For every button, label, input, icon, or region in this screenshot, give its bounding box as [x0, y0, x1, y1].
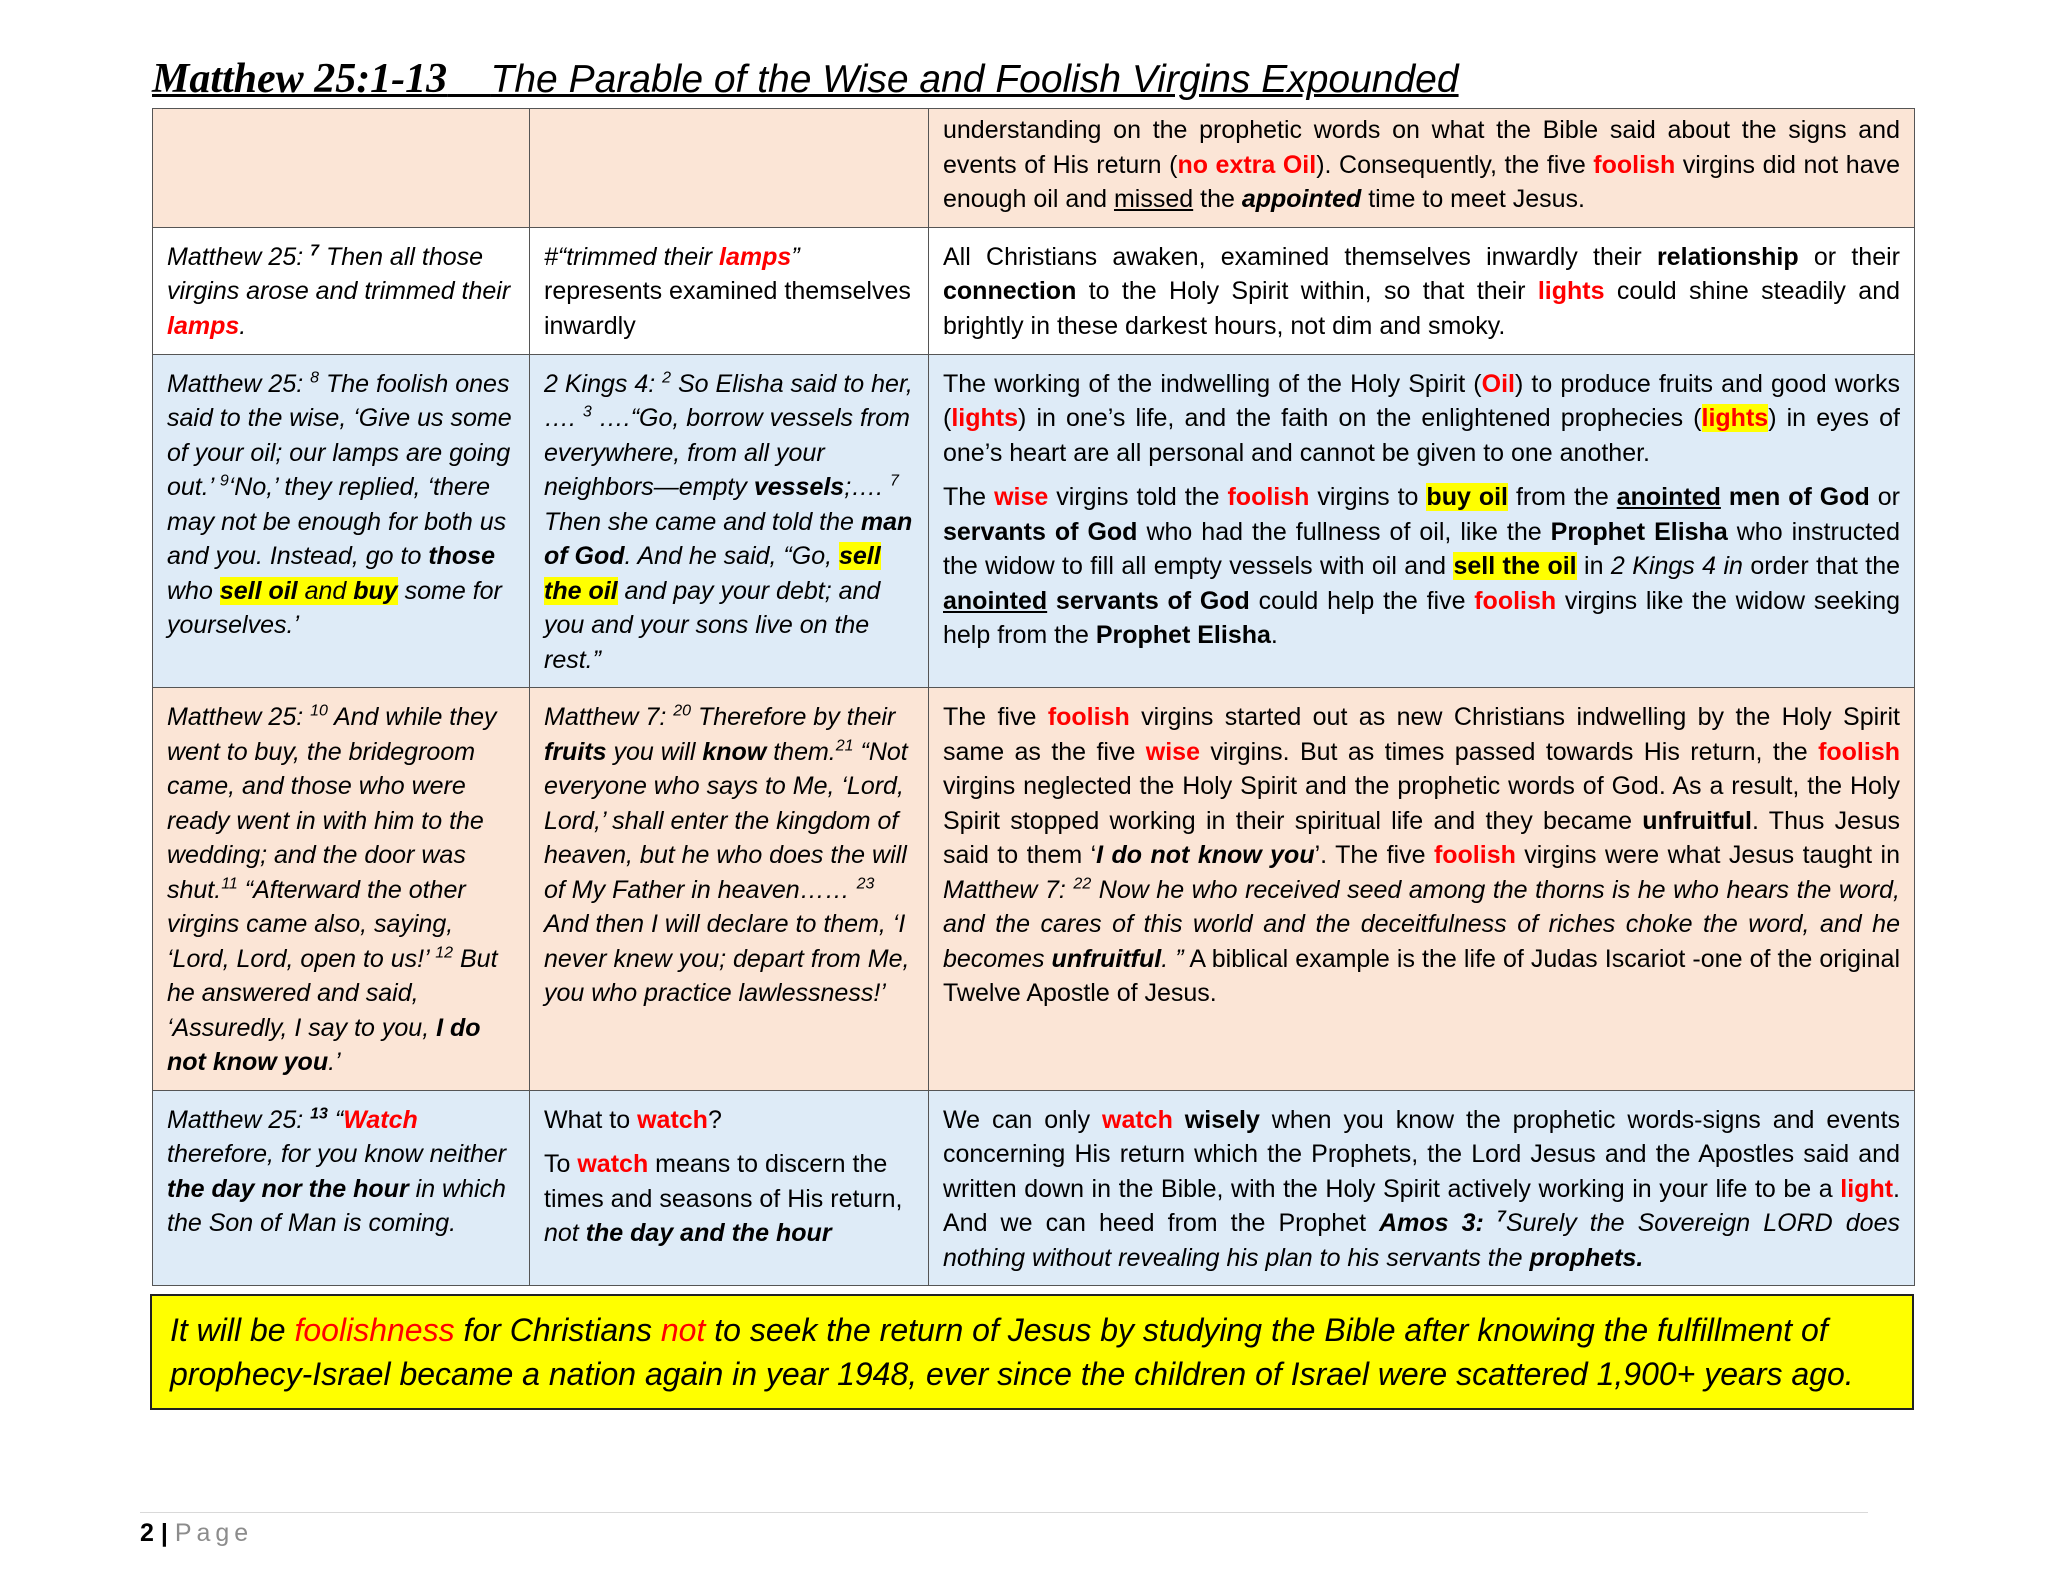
reference-cell: [530, 109, 929, 228]
reference-cell: [530, 354, 929, 688]
text: the: [1193, 185, 1242, 213]
text: .’: [328, 1048, 341, 1076]
bold-text: appointed: [1241, 185, 1362, 213]
text: therefore, for you know neither: [167, 1140, 507, 1168]
scripture-cell: [153, 1090, 530, 1286]
verse-number: 22: [1073, 875, 1092, 893]
italic-text: Now he who received seed among the thorns is he who hears the word, and the cares of this world and the deceitfulness of riches choke the word, and he becomes: [943, 875, 1900, 973]
text: But he answered and said, ‘Assuredly, I say to you,: [167, 944, 498, 1042]
table-row: [153, 109, 1915, 228]
text: some for yourselves.’: [167, 576, 502, 639]
text: It will be: [170, 1312, 295, 1348]
red-text: foolish: [1433, 841, 1516, 869]
bold-italic-text: I do not know you: [1096, 841, 1315, 869]
red-text: foolish: [1593, 150, 1676, 179]
red-text: foolishness: [294, 1312, 455, 1348]
text: “Afterward the other virgins came also, saying, ‘Lord, Lord, open to us!’: [167, 875, 466, 973]
italic-text: Matthew 7:: [943, 875, 1074, 904]
commentary-cell: [929, 109, 1915, 228]
text: 2 Kings 4:: [544, 369, 663, 398]
text: virgins to: [1309, 483, 1427, 511]
underlined-bold-text: anointed: [1616, 483, 1721, 511]
text: Matthew 25:: [167, 1105, 311, 1134]
italic-text: Surely the Sovereign LORD does nothing without revealing his plan to his servants the: [943, 1209, 1900, 1272]
bold-text: connection: [943, 277, 1077, 305]
text: ) to produce fruits and good works (: [943, 369, 1901, 432]
verse-number: 21: [835, 737, 854, 755]
text: in which the Son of Man is coming.: [167, 1174, 506, 1237]
bold-text: servants of God: [943, 517, 1138, 546]
exposition-table: [152, 108, 1915, 1286]
verse-number: 9: [219, 472, 229, 490]
verse-number: 7: [1496, 1208, 1506, 1226]
text: ”: [791, 242, 800, 271]
reference-cell: [530, 1090, 929, 1286]
title-separator: _: [447, 58, 491, 101]
verse-number: 2: [662, 369, 672, 387]
text: #“trimmed their: [544, 242, 720, 271]
text: The: [943, 483, 995, 511]
verse-number: 7: [310, 242, 320, 260]
red-text: not: [660, 1312, 706, 1348]
text: in: [1576, 552, 1611, 580]
red-text: foolish: [1227, 483, 1310, 511]
red-text: no extra Oil: [1177, 150, 1317, 179]
text: to seek the return of Jesus by studying the Bible after knowing the fulfillment of prophecy-Israel became a nation again in year 1948, ever since the children of Israel were scattered 1,900+ years ago.: [170, 1312, 1854, 1392]
commentary-cell: [929, 354, 1915, 688]
text: virgins. But as times passed towards His return, the: [1199, 737, 1819, 766]
red-text: watch: [637, 1105, 708, 1134]
text: ….“Go, borrow vessels from everywhere, from all your neighbors—empty: [544, 404, 910, 501]
text: The working of the indwelling of the Holy Spirit (: [943, 369, 1482, 398]
text: .: [1270, 621, 1278, 649]
text: Therefore by their: [691, 703, 896, 731]
scripture-cell: [153, 227, 530, 354]
text: Matthew 25:: [167, 703, 311, 731]
bold-italic-text: prophets.: [1529, 1243, 1644, 1272]
red-text: lamps: [719, 242, 792, 271]
bold-text: vessels: [753, 473, 845, 501]
paragraph: [544, 1103, 914, 1138]
red-text: light: [1840, 1174, 1894, 1203]
table-row: [153, 354, 1915, 688]
text: who instructed the widow to fill all empty vessels with oil and: [943, 517, 1900, 580]
text: for Christians: [454, 1312, 661, 1348]
paragraph: [544, 1147, 914, 1251]
highlight-text: sell oil: [219, 576, 298, 605]
bold-text: know: [702, 737, 767, 766]
text: The five: [943, 703, 1048, 731]
red-text: Oil: [1481, 369, 1515, 398]
text: And while they went to buy, the bridegroom came, and those who were ready went in with him to the wedding; and the door was shut.: [167, 703, 497, 904]
text: What to: [544, 1105, 638, 1134]
red-highlight-text: lights: [1701, 404, 1769, 432]
footer-separator: |: [160, 1519, 168, 1547]
bold-text: unfruitful: [1642, 806, 1752, 835]
red-text: lamps: [167, 311, 240, 340]
scripture-cell: [153, 354, 530, 688]
verse-number: 13: [310, 1105, 328, 1123]
italic-text: . ”: [1161, 944, 1184, 973]
bold-text: Prophet Elisha: [1550, 517, 1728, 546]
bold-text: wisely: [1184, 1105, 1260, 1134]
title-reference: Matthew 25:1-13: [152, 56, 448, 102]
text: or: [1869, 483, 1900, 511]
bold-italic-text: Amos 3:: [1379, 1209, 1497, 1237]
highlight-text: and: [297, 576, 354, 605]
page-label: Page: [174, 1519, 254, 1547]
text: represents examined themselves inwardly: [544, 277, 911, 340]
text: who had the fullness of oil, like the: [1137, 517, 1551, 546]
commentary-cell: [929, 1090, 1915, 1286]
red-text: foolish: [1047, 703, 1130, 731]
text: virgins did not have enough oil and: [943, 150, 1900, 213]
text: ) in one’s life, and the faith on the enlightened prophecies (: [1018, 404, 1702, 432]
verse-number: 12: [435, 944, 454, 962]
text: ?: [707, 1105, 722, 1134]
scripture-cell: [153, 109, 530, 228]
bold-text: Prophet Elisha: [1095, 621, 1271, 649]
text: [1173, 1106, 1185, 1134]
bold-text: fruits: [544, 737, 607, 766]
text: virgins neglected the Holy Spirit and the prophetic words of God. As a result, the Holy Spirit stopped working in their spiritual life and they became: [943, 772, 1900, 835]
table-row: [153, 1090, 1915, 1286]
reference-cell: [530, 227, 929, 354]
page-footer: [140, 1517, 253, 1549]
text: ;….: [844, 473, 891, 501]
scripture-cell: [153, 688, 530, 1091]
verse-number: 10: [310, 702, 328, 720]
text: . And he said, “Go,: [624, 542, 839, 570]
text: The foolish ones said to the wise, ‘Give us some of your oil; our lamps are going out.’: [167, 369, 512, 501]
red-text: lights: [1537, 277, 1605, 305]
reference-cell: [530, 688, 929, 1091]
text: A biblical example is the life of Judas Iscariot -one of the original Twelve Apostle of Jesus.: [943, 944, 1900, 1007]
red-text: foolish: [1818, 737, 1900, 766]
text: means to discern the times and seasons of His return,: [544, 1150, 903, 1213]
bold-text: the day nor the hour: [167, 1174, 409, 1203]
text: Then she came and told the: [544, 507, 861, 536]
commentary-cell: [929, 227, 1915, 354]
red-text: foolish: [1474, 586, 1557, 615]
text: . And we can heed from the Prophet: [943, 1174, 1900, 1237]
bold-text: I do not know you: [167, 1013, 481, 1076]
text: virgins told the: [1048, 483, 1228, 511]
bold-italic-text: the day and the hour: [585, 1219, 832, 1247]
table-row: [153, 227, 1915, 354]
commentary-cell: [929, 688, 1915, 1091]
highlight-text: sell the oil: [544, 542, 881, 605]
text: order that the: [1742, 552, 1900, 580]
text: Matthew 25:: [167, 369, 311, 398]
verse-number: 8: [310, 369, 320, 387]
bold-text: those: [428, 542, 495, 570]
text: who: [167, 576, 220, 605]
text: So Elisha said to her, ….: [544, 369, 913, 432]
highlight-text: buy oil: [1426, 483, 1509, 511]
bold-text: servants of God: [1047, 586, 1250, 615]
page-number: 2: [140, 1519, 154, 1547]
footer-divider: [140, 1512, 1868, 1513]
text: . Thus Jesus said to them ‘: [943, 806, 1900, 869]
verse-number: 11: [221, 875, 238, 893]
verse-number: 23: [856, 875, 875, 893]
bold-text: men of God: [1720, 483, 1870, 511]
text: To: [544, 1150, 578, 1178]
text: time to meet Jesus.: [1361, 185, 1585, 213]
paragraph: [943, 367, 1900, 471]
text: to the Holy Spirit within, so that their: [1076, 277, 1538, 305]
text: them.: [766, 737, 836, 766]
text: Matthew 25:: [167, 242, 311, 271]
text: could shine steadily and brightly in these darkest hours, not dim and smoky.: [943, 277, 1900, 340]
red-text: lights: [951, 404, 1018, 432]
verse-number: 3: [582, 403, 592, 421]
page-title: [152, 54, 1912, 104]
table-row: [153, 688, 1915, 1091]
bold-text: man of God: [544, 507, 913, 570]
text: We can only: [943, 1105, 1102, 1134]
text: understanding on the prophetic words on what the Bible said about the signs and events of His return (: [943, 116, 1900, 179]
conclusion-banner: [150, 1294, 1914, 1410]
text: Matthew 7:: [544, 703, 674, 731]
text: “Not everyone who says to Me, ‘Lord, Lord,’ shall enter the kingdom of heaven, but he who does the will of My Father in heaven……: [544, 737, 908, 904]
text: virgins like the widow seeking help from the: [943, 586, 1900, 649]
italic-text: not: [544, 1219, 586, 1247]
underlined-bold-text: anointed: [943, 586, 1048, 615]
text: when you know the prophetic words-signs and events concerning His return which the Prophets, the Lord Jesus and the Apostles said and written down in the Bible, with the Holy Spirit actively working in your life to be a: [943, 1105, 1901, 1203]
text: virgins started out as new Christians indwelling by the Holy Spirit same as the five: [943, 703, 1901, 766]
italic-text: 2 Kings 4 in: [1610, 552, 1743, 580]
underlined-text: missed: [1113, 185, 1194, 213]
red-text: wise: [1145, 737, 1200, 766]
bold-italic-text: unfruitful: [1051, 944, 1162, 973]
text: or their: [1798, 242, 1900, 271]
red-text: watch: [1102, 1105, 1173, 1134]
verse-number: 20: [673, 702, 692, 720]
highlight-text: buy: [353, 576, 398, 605]
text: from the: [1508, 483, 1617, 511]
text: could help the five: [1249, 586, 1475, 615]
text: ’. The five: [1314, 841, 1434, 869]
text: ‘No,’ they replied, ‘there may not be enough for both us and you. Instead, go to: [167, 473, 507, 570]
red-text: wise: [994, 483, 1049, 511]
verse-number: 7: [890, 472, 899, 490]
highlight-text: sell the oil: [1453, 552, 1577, 580]
text: Then all those virgins arose and trimmed their: [167, 242, 511, 305]
text: ) in eyes of one’s heart are all personal and cannot be given to one another.: [943, 404, 1900, 467]
text: “: [327, 1105, 344, 1134]
red-text: watch: [577, 1150, 649, 1178]
text: you will: [606, 737, 703, 766]
red-text: Watch: [343, 1105, 418, 1134]
bold-text: relationship: [1656, 242, 1799, 271]
text: virgins were what Jesus taught in: [1515, 841, 1900, 869]
text: All Christians awaken, examined themselves inwardly their: [943, 242, 1657, 271]
title-text: The Parable of the Wise and Foolish Virgins Expounded: [490, 58, 1459, 101]
text: .: [239, 311, 247, 340]
text: and pay your debt; and you and your sons live on the rest.”: [544, 576, 881, 674]
text: ). Consequently, the five: [1316, 150, 1594, 179]
paragraph: [943, 480, 1900, 653]
text: And then I will declare to them, ‘I never knew you; depart from Me, you who practice lawlessness!’: [544, 910, 910, 1007]
